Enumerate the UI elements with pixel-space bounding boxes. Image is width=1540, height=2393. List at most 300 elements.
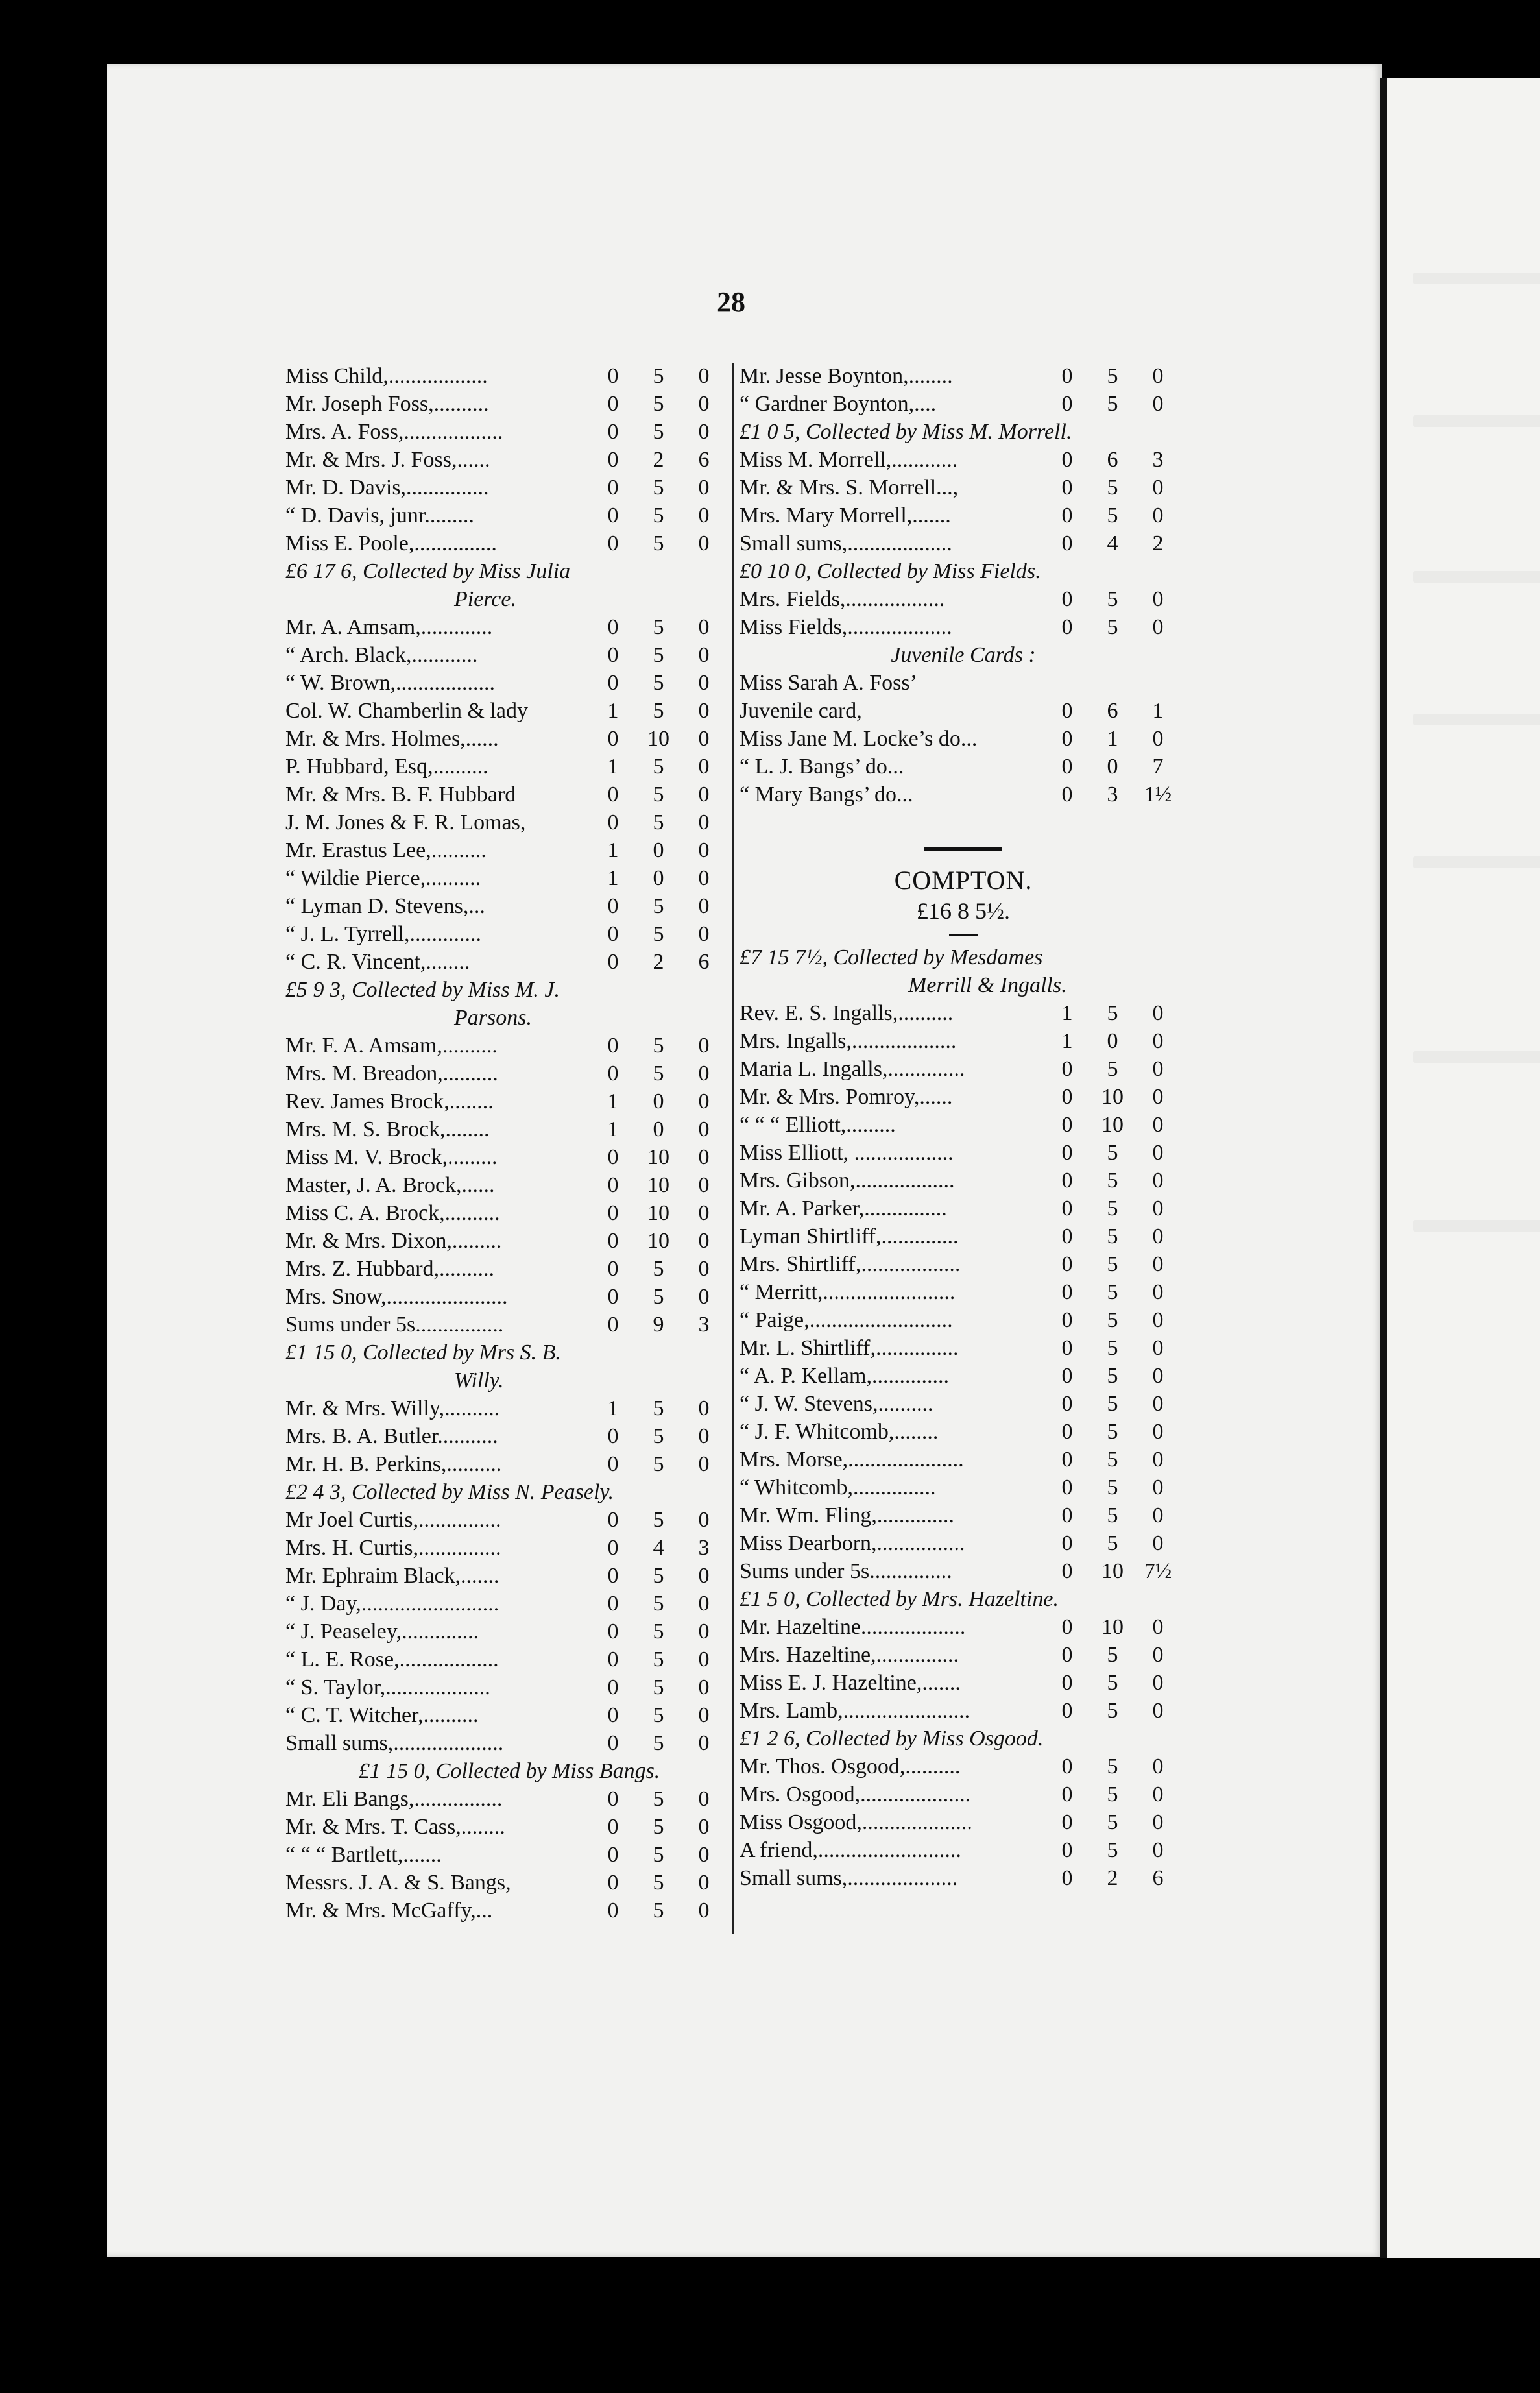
amount-shillings: 5	[653, 671, 664, 695]
amount-shillings: 0	[653, 1117, 664, 1141]
amount-pence: 1½	[1144, 783, 1172, 807]
collection-heading: £1 0 5, Collected by Miss M. Morrell.	[740, 420, 1072, 444]
amount-shillings: 2	[653, 448, 664, 472]
subscriber-name: Small sums,....................	[740, 1866, 958, 1890]
amount-pence: 0	[698, 810, 710, 834]
subscriber-name: Mr Joel Curtis,...............	[285, 1508, 501, 1532]
subscription-entry	[740, 362, 1187, 390]
amount-pence: 0	[698, 894, 710, 918]
subscriber-name: Miss Dearborn,................	[740, 1531, 965, 1555]
amount-shillings: 5	[1107, 1308, 1118, 1332]
subscription-entry	[285, 1115, 733, 1143]
subscriber-name: Mrs. M. Breadon,..........	[285, 1062, 498, 1086]
subscription-entry	[285, 474, 733, 502]
amount-shillings: 5	[653, 1034, 664, 1058]
subscriber-name: “ C. R. Vincent,........	[285, 950, 470, 974]
subscriber-name: A friend,..........................	[740, 1838, 961, 1862]
amount-pence: 0	[1152, 1141, 1164, 1165]
subscriber-name: “ A. P. Kellam,..............	[740, 1364, 949, 1388]
subscription-entry	[740, 1139, 1187, 1167]
subscriber-name: Mrs. Ingalls,...................	[740, 1029, 957, 1053]
amount-pence: 0	[698, 420, 710, 444]
subscriber-name: “ Wildie Pierce,..........	[285, 866, 481, 890]
amount-pounds: 0	[1061, 1057, 1073, 1081]
subscription-entry	[740, 1111, 1187, 1139]
amount-pounds: 0	[1061, 1866, 1073, 1890]
amount-pounds: 0	[1061, 1252, 1073, 1276]
subscription-entry	[285, 1646, 733, 1673]
subscriber-name: Mr. Thos. Osgood,..........	[740, 1755, 961, 1779]
section-title: COMPTON.	[894, 866, 1033, 895]
amount-pence: 0	[1152, 1755, 1164, 1779]
amount-pounds: 0	[607, 894, 619, 918]
subscription-entry	[740, 1390, 1187, 1418]
subscriber-name: “ J. Peaseley,..............	[285, 1620, 479, 1644]
subscription-entry	[740, 1306, 1187, 1334]
subscription-entry	[740, 1641, 1187, 1669]
amount-shillings: 5	[1107, 504, 1118, 528]
amount-pence: 0	[698, 504, 710, 528]
amount-pence: 3	[698, 1536, 710, 1560]
subscription-entry	[285, 864, 733, 892]
amount-pence: 2	[1152, 531, 1164, 555]
subscriber-name: Mr. & Mrs. T. Cass,........	[285, 1815, 505, 1839]
amount-pounds: 0	[1061, 531, 1073, 555]
amount-pence: 0	[698, 615, 710, 639]
amount-pence: 0	[698, 1117, 710, 1141]
amount-pounds: 0	[607, 1424, 619, 1448]
amount-pence: 7½	[1144, 1559, 1172, 1583]
amount-shillings: 5	[653, 643, 664, 667]
subscription-entry	[285, 1534, 733, 1562]
subscription-entry	[740, 1418, 1187, 1446]
subscriber-name: Mr. Eli Bangs,................	[285, 1787, 503, 1811]
subscription-entry	[285, 1450, 733, 1478]
subscriber-name: Miss E. Poole,...............	[285, 531, 497, 555]
subscriber-name: “ C. T. Witcher,..........	[285, 1703, 479, 1727]
amount-shillings: 5	[1107, 1169, 1118, 1193]
amount-pounds: 0	[1061, 1392, 1073, 1416]
subscription-entry	[285, 753, 733, 781]
amount-pounds: 0	[1061, 476, 1073, 500]
amount-shillings: 5	[1107, 364, 1118, 388]
amount-pence: 0	[1152, 1531, 1164, 1555]
amount-shillings: 5	[1107, 476, 1118, 500]
amount-pounds: 0	[1061, 1755, 1073, 1779]
amount-shillings: 5	[653, 922, 664, 946]
amount-shillings: 5	[1107, 1420, 1118, 1444]
subscriber-name: Mr. & Mrs. B. F. Hubbard	[285, 783, 516, 807]
amount-pence: 0	[1152, 1671, 1164, 1695]
subscriber-name: Rev. E. S. Ingalls,..........	[740, 1001, 954, 1025]
collection-heading-continued: Willy.	[454, 1368, 504, 1392]
amount-pounds: 0	[1061, 1336, 1073, 1360]
amount-pounds: 0	[607, 1201, 619, 1225]
amount-pounds: 0	[607, 1062, 619, 1086]
amount-shillings: 5	[1107, 1503, 1118, 1527]
amount-shillings: 5	[653, 420, 664, 444]
subscription-entry	[285, 418, 733, 446]
subscription-entry	[740, 781, 1187, 808]
subscriber-name: Miss Child,..................	[285, 364, 488, 388]
amount-pence: 0	[1152, 727, 1164, 751]
amount-shillings: 5	[653, 1396, 664, 1420]
subscriber-name: “ Arch. Black,............	[285, 643, 478, 667]
amount-shillings: 10	[1101, 1113, 1124, 1137]
amount-shillings: 9	[653, 1313, 664, 1337]
subscription-entry	[740, 1780, 1187, 1808]
subscription-entry	[740, 1278, 1187, 1306]
subscriber-name: “ S. Taylor,...................	[285, 1675, 490, 1699]
amount-pence: 0	[698, 1173, 710, 1197]
subscription-entry	[740, 1167, 1187, 1195]
amount-pounds: 0	[607, 1452, 619, 1476]
amount-shillings: 5	[653, 531, 664, 555]
amount-pounds: 1	[1061, 1029, 1073, 1053]
amount-pounds: 0	[607, 615, 619, 639]
amount-shillings: 5	[1107, 1671, 1118, 1695]
subscription-entry	[740, 1808, 1187, 1836]
amount-pounds: 0	[607, 1536, 619, 1560]
subscriber-name: Mrs. Z. Hubbard,..........	[285, 1257, 495, 1281]
subscriber-name: Miss Fields,...................	[740, 615, 952, 639]
subscription-entry	[285, 1087, 733, 1115]
subscriber-name: Maria L. Ingalls,..............	[740, 1057, 965, 1081]
amount-pounds: 0	[1061, 448, 1073, 472]
subscription-entry	[740, 1474, 1187, 1501]
subscription-entry	[285, 1813, 733, 1841]
subscription-entry	[285, 725, 733, 753]
amount-pounds: 0	[1061, 1810, 1073, 1834]
amount-pence: 0	[698, 1034, 710, 1058]
amount-shillings: 5	[1107, 1643, 1118, 1667]
amount-pounds: 0	[607, 1647, 619, 1671]
amount-pence: 0	[698, 1647, 710, 1671]
amount-pence: 0	[1152, 1392, 1164, 1416]
amount-pence: 0	[698, 1592, 710, 1616]
right-column-top	[740, 362, 1187, 808]
subscription-entry	[740, 1222, 1187, 1250]
amount-pence: 0	[1152, 1615, 1164, 1639]
subscription-entry	[740, 999, 1187, 1027]
subscriber-name: Mr. L. Shirtliff,...............	[740, 1336, 959, 1360]
subscription-entry	[285, 1311, 733, 1339]
subscriber-name: Mr. Jesse Boynton,........	[740, 364, 953, 388]
subscription-entry	[285, 1394, 733, 1422]
amount-shillings: 5	[653, 1675, 664, 1699]
subscriber-name: “ W. Brown,..................	[285, 671, 495, 695]
amount-pounds: 0	[607, 448, 619, 472]
amount-pounds: 0	[607, 922, 619, 946]
subscription-entry	[740, 1446, 1187, 1474]
subscriber-name: Mrs. Shirtliff,..................	[740, 1252, 961, 1276]
amount-pounds: 0	[607, 1843, 619, 1867]
amount-shillings: 5	[653, 1815, 664, 1839]
subscriber-name: “ Merritt,........................	[740, 1280, 956, 1304]
subscription-entry	[285, 1897, 733, 1925]
subscriber-name: Mrs. H. Curtis,...............	[285, 1536, 501, 1560]
amount-pence: 0	[698, 1843, 710, 1867]
subscriber-name: Small sums,...................	[740, 531, 952, 555]
amount-pence: 0	[1152, 1476, 1164, 1500]
subscriber-name: Mr. H. B. Perkins,..........	[285, 1452, 502, 1476]
amount-pounds: 0	[1061, 1782, 1073, 1806]
amount-pence: 0	[698, 1899, 710, 1923]
subscription-entry	[740, 1334, 1187, 1362]
amount-pounds: 0	[1061, 783, 1073, 807]
subscriber-name: “ L. E. Rose,..................	[285, 1647, 499, 1671]
amount-pounds: 0	[1061, 1280, 1073, 1304]
amount-shillings: 5	[1107, 1810, 1118, 1834]
subscription-entry	[740, 1669, 1187, 1697]
subscriber-name: “ D. Davis, junr.........	[285, 504, 474, 528]
collection-heading: £5 9 3, Collected by Miss M. J.	[285, 978, 560, 1002]
amount-pence: 0	[698, 783, 710, 807]
subscription-entry	[740, 1864, 1187, 1892]
subscription-entry	[285, 1673, 733, 1701]
subscription-entry	[285, 1506, 733, 1534]
amount-pence: 0	[1152, 1420, 1164, 1444]
amount-shillings: 5	[653, 1620, 664, 1644]
amount-pounds: 0	[1061, 1196, 1073, 1221]
amount-pence: 0	[698, 1675, 710, 1699]
collection-heading: £1 5 0, Collected by Mrs. Hazeltine.	[740, 1587, 1059, 1611]
subscriber-name: P. Hubbard, Esq,..........	[285, 755, 488, 779]
amount-pounds: 1	[607, 1089, 619, 1113]
amount-pounds: 0	[1061, 1364, 1073, 1388]
amount-pence: 0	[1152, 1029, 1164, 1053]
amount-pounds: 1	[607, 1117, 619, 1141]
amount-pounds: 1	[607, 866, 619, 890]
amount-shillings: 5	[653, 1285, 664, 1309]
amount-shillings: 1	[1107, 727, 1118, 751]
amount-pence: 0	[698, 1424, 710, 1448]
subscriber-name: Small sums,....................	[285, 1731, 504, 1755]
subscription-entry	[285, 1143, 733, 1171]
amount-shillings: 0	[653, 838, 664, 862]
subscription-entry	[285, 1701, 733, 1729]
amount-pounds: 0	[1061, 1838, 1073, 1862]
subscriber-name: Mr. & Mrs. S. Morrell...,	[740, 476, 959, 500]
subscription-entry	[740, 502, 1187, 529]
amount-pence: 6	[698, 448, 710, 472]
collection-heading-continued: Pierce.	[454, 587, 516, 611]
subscriber-name: Sums under 5s...............	[740, 1559, 952, 1583]
amount-pounds: 0	[1061, 587, 1073, 611]
subscriber-name: Mr. Hazeltine...................	[740, 1615, 966, 1639]
collection-heading: Juvenile Cards :	[891, 643, 1036, 667]
right-column	[740, 362, 1187, 1892]
amount-pence: 0	[698, 1285, 710, 1309]
collection-heading: £1 15 0, Collected by Mrs S. B.	[285, 1341, 561, 1365]
amount-shillings: 5	[1107, 1448, 1118, 1472]
amount-pounds: 0	[607, 531, 619, 555]
amount-pounds: 0	[607, 671, 619, 695]
subscriber-name: Miss Jane M. Locke’s do...	[740, 727, 978, 751]
amount-pence: 0	[1152, 1308, 1164, 1332]
amount-pence: 0	[1152, 504, 1164, 528]
amount-pence: 0	[698, 643, 710, 667]
amount-pence: 0	[1152, 1699, 1164, 1723]
subscription-entry	[285, 781, 733, 808]
subscription-entry	[740, 390, 1187, 418]
amount-shillings: 5	[653, 1843, 664, 1867]
amount-pounds: 0	[607, 1675, 619, 1699]
subscription-entry	[740, 1557, 1187, 1585]
subscription-entry	[740, 1055, 1187, 1083]
amount-pounds: 0	[1061, 1476, 1073, 1500]
subscriber-name: Mr. & Mrs. Willy,..........	[285, 1396, 500, 1420]
subscription-entry	[740, 585, 1187, 613]
amount-pounds: 0	[1061, 1308, 1073, 1332]
amount-shillings: 5	[1107, 1057, 1118, 1081]
subscription-entry	[740, 1501, 1187, 1529]
amount-pounds: 0	[1061, 1169, 1073, 1193]
subscriber-name: Mrs. Mary Morrell,.......	[740, 504, 951, 528]
amount-pence: 1	[1152, 699, 1164, 723]
subscriber-name: Miss M. V. Brock,.........	[285, 1145, 498, 1169]
amount-pence: 0	[698, 1731, 710, 1755]
amount-pence: 0	[1152, 1336, 1164, 1360]
amount-shillings: 10	[647, 1145, 669, 1169]
subscriber-name: Mrs. A. Foss,..................	[285, 420, 503, 444]
subscription-entry	[285, 529, 733, 557]
amount-pence: 3	[1152, 448, 1164, 472]
subscriber-name: “ Gardner Boynton,....	[740, 392, 937, 416]
subscription-entry	[740, 446, 1187, 474]
amount-shillings: 5	[1107, 587, 1118, 611]
amount-pence: 0	[698, 866, 710, 890]
subscriber-name: Mrs. B. A. Butler...........	[285, 1424, 498, 1448]
amount-pence: 0	[1152, 1782, 1164, 1806]
column-divider	[732, 363, 734, 1934]
amount-pounds: 0	[607, 392, 619, 416]
amount-shillings: 5	[1107, 1531, 1118, 1555]
amount-shillings: 5	[1107, 1782, 1118, 1806]
amount-pounds: 0	[1061, 504, 1073, 528]
subscriber-name: Mr. & Mrs. Pomroy,......	[740, 1085, 953, 1109]
amount-shillings: 5	[653, 615, 664, 639]
subscriber-name: Miss M. Morrell,............	[740, 448, 958, 472]
amount-pounds: 0	[1061, 1448, 1073, 1472]
amount-shillings: 10	[647, 727, 669, 751]
amount-shillings: 5	[653, 1257, 664, 1281]
amount-pounds: 0	[607, 420, 619, 444]
amount-pounds: 0	[1061, 615, 1073, 639]
amount-pence: 0	[698, 755, 710, 779]
subscription-entry	[740, 1753, 1187, 1780]
section-rule	[924, 847, 1002, 851]
amount-shillings: 5	[653, 1787, 664, 1811]
subscriber-name: Mr. & Mrs. McGaffy,...	[285, 1899, 493, 1923]
amount-pounds: 0	[1061, 364, 1073, 388]
amount-pence: 0	[698, 1787, 710, 1811]
amount-pounds: 0	[1061, 1113, 1073, 1137]
amount-pounds: 0	[1061, 1503, 1073, 1527]
subscriber-name: J. M. Jones & F. R. Lomas,	[285, 810, 526, 834]
subscription-entry	[740, 1027, 1187, 1055]
amount-shillings: 4	[653, 1536, 664, 1560]
amount-shillings: 5	[653, 392, 664, 416]
subscriber-name: Mr. D. Davis,...............	[285, 476, 489, 500]
amount-pence: 0	[698, 671, 710, 695]
amount-pence: 0	[1152, 1001, 1164, 1025]
amount-pence: 0	[698, 1564, 710, 1588]
amount-shillings: 5	[1107, 1336, 1118, 1360]
amount-pounds: 0	[607, 1731, 619, 1755]
right-column-bottom	[740, 943, 1187, 1892]
amount-pence: 0	[698, 1257, 710, 1281]
amount-shillings: 10	[1101, 1615, 1124, 1639]
subscription-entry	[285, 920, 733, 948]
amount-pounds: 0	[607, 950, 619, 974]
amount-pounds: 0	[1061, 1420, 1073, 1444]
subscription-entry	[285, 836, 733, 864]
subscription-entry	[285, 1618, 733, 1646]
amount-pence: 0	[1152, 1643, 1164, 1667]
subscriber-name: Master, J. A. Brock,......	[285, 1173, 495, 1197]
subscription-entry	[740, 725, 1187, 753]
amount-pence: 0	[698, 1089, 710, 1113]
amount-pence: 0	[698, 1815, 710, 1839]
subscriber-name: “ Whitcomb,...............	[740, 1476, 936, 1500]
subscription-entry	[285, 1841, 733, 1869]
subscription-entry	[285, 1060, 733, 1087]
amount-shillings: 10	[647, 1201, 669, 1225]
amount-shillings: 5	[653, 1731, 664, 1755]
amount-pounds: 0	[607, 1313, 619, 1337]
subscriber-name: Col. W. Chamberlin & lady	[285, 699, 528, 723]
amount-shillings: 5	[653, 1899, 664, 1923]
subscription-entry	[740, 1697, 1187, 1725]
subscriber-name: “ J. F. Whitcomb,........	[740, 1420, 939, 1444]
amount-shillings: 2	[653, 950, 664, 974]
subscription-entry	[285, 1729, 733, 1757]
subscription-entry	[740, 529, 1187, 557]
amount-shillings: 6	[1107, 699, 1118, 723]
subscriber-name: Mr. Erastus Lee,..........	[285, 838, 487, 862]
subscriber-name: “ L. J. Bangs’ do...	[740, 755, 904, 779]
amount-shillings: 10	[647, 1229, 669, 1253]
amount-pounds: 0	[607, 643, 619, 667]
subscriber-name: Lyman Shirtliff,..............	[740, 1224, 959, 1248]
amount-pence: 0	[698, 727, 710, 751]
amount-pounds: 0	[1061, 755, 1073, 779]
amount-pounds: 0	[1061, 1531, 1073, 1555]
subscriber-name: Mrs. Lamb,.......................	[740, 1699, 970, 1723]
subscriber-name: Juvenile card,	[740, 699, 862, 723]
amount-pence: 0	[698, 1145, 710, 1169]
subscription-entry	[285, 1171, 733, 1199]
collection-heading-continued: Merrill & Ingalls.	[908, 973, 1067, 997]
amount-pounds: 0	[607, 476, 619, 500]
amount-pence: 0	[1152, 1169, 1164, 1193]
amount-pence: 0	[1152, 476, 1164, 500]
amount-pounds: 0	[1061, 1559, 1073, 1583]
subscriber-name: Mr. Joseph Foss,..........	[285, 392, 489, 416]
subscriber-name: Mr. F. A. Amsam,..........	[285, 1034, 498, 1058]
subscription-entry	[740, 1083, 1187, 1111]
subscription-entry	[740, 1529, 1187, 1557]
collection-heading: £0 10 0, Collected by Miss Fields.	[740, 559, 1041, 583]
amount-pence: 0	[698, 838, 710, 862]
amount-pounds: 0	[607, 1034, 619, 1058]
amount-pence: 0	[698, 1508, 710, 1532]
amount-pounds: 0	[607, 1871, 619, 1895]
amount-pence: 0	[698, 392, 710, 416]
amount-shillings: 5	[653, 1564, 664, 1588]
amount-shillings: 5	[1107, 1364, 1118, 1388]
